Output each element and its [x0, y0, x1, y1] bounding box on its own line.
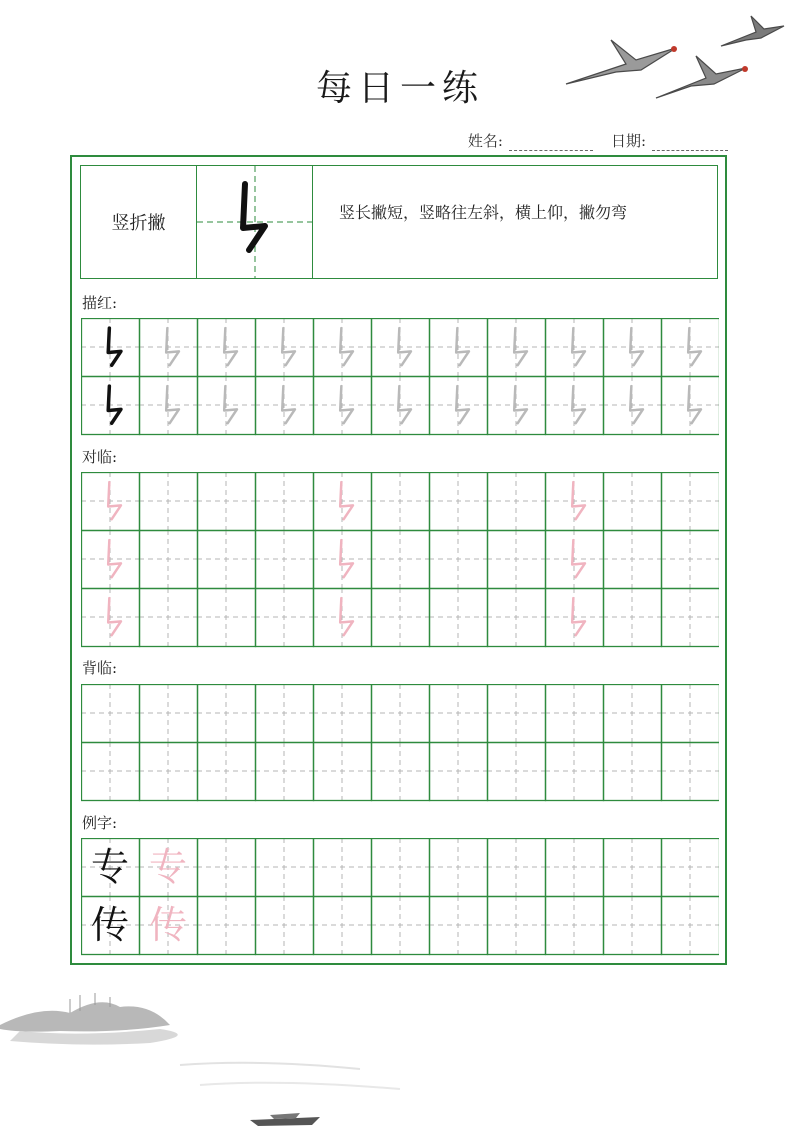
practice-cell[interactable] — [255, 318, 314, 377]
practice-cell[interactable] — [661, 318, 719, 377]
practice-cell[interactable] — [603, 838, 662, 897]
practice-cell[interactable] — [603, 684, 662, 743]
practice-cell[interactable] — [139, 472, 198, 531]
practice-cell[interactable] — [139, 318, 198, 377]
example-char: 专 — [90, 845, 130, 889]
practice-cell[interactable] — [661, 896, 719, 955]
example-char-trace: 传 — [148, 903, 188, 947]
stroke-info-box — [80, 165, 718, 279]
practice-cell[interactable] — [81, 742, 140, 801]
practice-cell[interactable] — [139, 376, 198, 435]
landscape-illustration — [0, 985, 420, 1132]
practice-cell[interactable] — [81, 376, 140, 435]
practice-cell[interactable] — [371, 472, 430, 531]
practice-cell[interactable] — [545, 742, 604, 801]
practice-cell[interactable] — [197, 376, 256, 435]
meta-fields — [468, 130, 728, 151]
practice-cell[interactable] — [603, 588, 662, 647]
practice-cell[interactable] — [487, 376, 546, 435]
practice-cell[interactable] — [313, 318, 372, 377]
practice-cell[interactable] — [81, 472, 140, 531]
practice-cell[interactable] — [139, 838, 198, 897]
practice-cell[interactable] — [197, 896, 256, 955]
practice-cell[interactable] — [255, 896, 314, 955]
practice-cell[interactable] — [313, 376, 372, 435]
practice-cell[interactable] — [313, 588, 372, 647]
practice-cell[interactable] — [313, 742, 372, 801]
practice-cell[interactable] — [603, 742, 662, 801]
practice-cell[interactable] — [255, 742, 314, 801]
practice-cell[interactable] — [661, 530, 719, 589]
memory-label: 背临: — [82, 659, 118, 677]
practice-cell[interactable] — [255, 530, 314, 589]
practice-cell[interactable] — [81, 838, 140, 897]
example-char: 传 — [90, 903, 130, 947]
practice-cell[interactable] — [255, 472, 314, 531]
practice-cell[interactable] — [545, 896, 604, 955]
practice-cell[interactable] — [661, 742, 719, 801]
trace-grid[interactable] — [81, 318, 719, 436]
practice-cell[interactable] — [313, 838, 372, 897]
practice-cell[interactable] — [603, 896, 662, 955]
practice-cell[interactable] — [487, 742, 546, 801]
examples-label: 例字: — [82, 814, 118, 832]
practice-cell[interactable] — [255, 588, 314, 647]
stroke-description: 竖长撇短，竖略往左斜，横上仰，撇勿弯 — [339, 203, 628, 222]
practice-cell[interactable] — [487, 530, 546, 589]
memory-grid[interactable] — [81, 684, 719, 802]
practice-cell[interactable] — [313, 684, 372, 743]
practice-cell[interactable] — [139, 530, 198, 589]
practice-cell[interactable] — [139, 588, 198, 647]
practice-cell[interactable] — [487, 896, 546, 955]
practice-cell[interactable] — [603, 530, 662, 589]
stroke-name: 竖折撇 — [81, 166, 197, 278]
practice-cell[interactable] — [371, 742, 430, 801]
practice-cell[interactable] — [545, 318, 604, 377]
practice-cell[interactable] — [603, 376, 662, 435]
practice-cell[interactable] — [371, 896, 430, 955]
practice-cell[interactable] — [487, 838, 546, 897]
practice-cell[interactable] — [139, 896, 198, 955]
practice-cell[interactable] — [487, 588, 546, 647]
practice-cell[interactable] — [545, 376, 604, 435]
practice-cell[interactable] — [429, 742, 488, 801]
practice-cell[interactable] — [371, 684, 430, 743]
practice-cell[interactable] — [197, 530, 256, 589]
practice-cell[interactable] — [139, 742, 198, 801]
practice-cell[interactable] — [429, 588, 488, 647]
practice-cell[interactable] — [371, 376, 430, 435]
practice-cell[interactable] — [197, 318, 256, 377]
practice-cell[interactable] — [429, 684, 488, 743]
practice-cell[interactable] — [545, 530, 604, 589]
name-label: 姓名: — [467, 132, 503, 150]
practice-cell[interactable] — [545, 472, 604, 531]
practice-cell[interactable] — [487, 684, 546, 743]
practice-cell[interactable] — [255, 838, 314, 897]
practice-cell[interactable] — [429, 530, 488, 589]
practice-cell[interactable] — [81, 896, 140, 955]
practice-cell[interactable] — [197, 472, 256, 531]
stroke-demo-cell — [197, 166, 313, 278]
practice-cell[interactable] — [661, 472, 719, 531]
practice-cell[interactable] — [545, 838, 604, 897]
practice-cell[interactable] — [313, 530, 372, 589]
practice-cell[interactable] — [661, 684, 719, 743]
page-title: 每日一练 — [315, 68, 484, 109]
practice-cell[interactable] — [371, 838, 430, 897]
practice-cell[interactable] — [371, 318, 430, 377]
practice-cell[interactable] — [255, 376, 314, 435]
practice-cell[interactable] — [313, 472, 372, 531]
practice-cell[interactable] — [429, 896, 488, 955]
practice-cell[interactable] — [661, 838, 719, 897]
practice-cell[interactable] — [545, 588, 604, 647]
practice-cell[interactable] — [487, 318, 546, 377]
practice-cell[interactable] — [197, 588, 256, 647]
practice-cell[interactable] — [429, 838, 488, 897]
practice-cell[interactable] — [313, 896, 372, 955]
practice-cell[interactable] — [429, 318, 488, 377]
practice-cell[interactable] — [197, 684, 256, 743]
examples-grid[interactable] — [81, 838, 719, 956]
practice-cell[interactable] — [81, 588, 140, 647]
practice-cell[interactable] — [429, 376, 488, 435]
practice-cell[interactable] — [197, 838, 256, 897]
copy-view-grid[interactable] — [81, 472, 719, 648]
practice-cell[interactable] — [603, 472, 662, 531]
stroke-demo-glyph — [197, 166, 313, 278]
trace-label: 描红: — [82, 294, 118, 312]
practice-cell[interactable] — [81, 684, 140, 743]
practice-cell[interactable] — [81, 530, 140, 589]
practice-cell[interactable] — [661, 588, 719, 647]
practice-cell[interactable] — [139, 684, 198, 743]
practice-cell[interactable] — [603, 318, 662, 377]
practice-cell[interactable] — [81, 318, 140, 377]
practice-cell[interactable] — [197, 742, 256, 801]
date-field[interactable] — [611, 130, 728, 151]
practice-cell[interactable] — [661, 376, 719, 435]
practice-cell[interactable] — [371, 588, 430, 647]
copy-view-label: 对临: — [82, 448, 118, 466]
practice-cell[interactable] — [545, 684, 604, 743]
practice-cell[interactable] — [429, 472, 488, 531]
name-field[interactable] — [468, 130, 593, 151]
example-char-trace: 专 — [148, 845, 188, 889]
date-label: 日期: — [610, 132, 646, 150]
practice-cell[interactable] — [371, 530, 430, 589]
practice-cell[interactable] — [255, 684, 314, 743]
practice-cell[interactable] — [487, 472, 546, 531]
